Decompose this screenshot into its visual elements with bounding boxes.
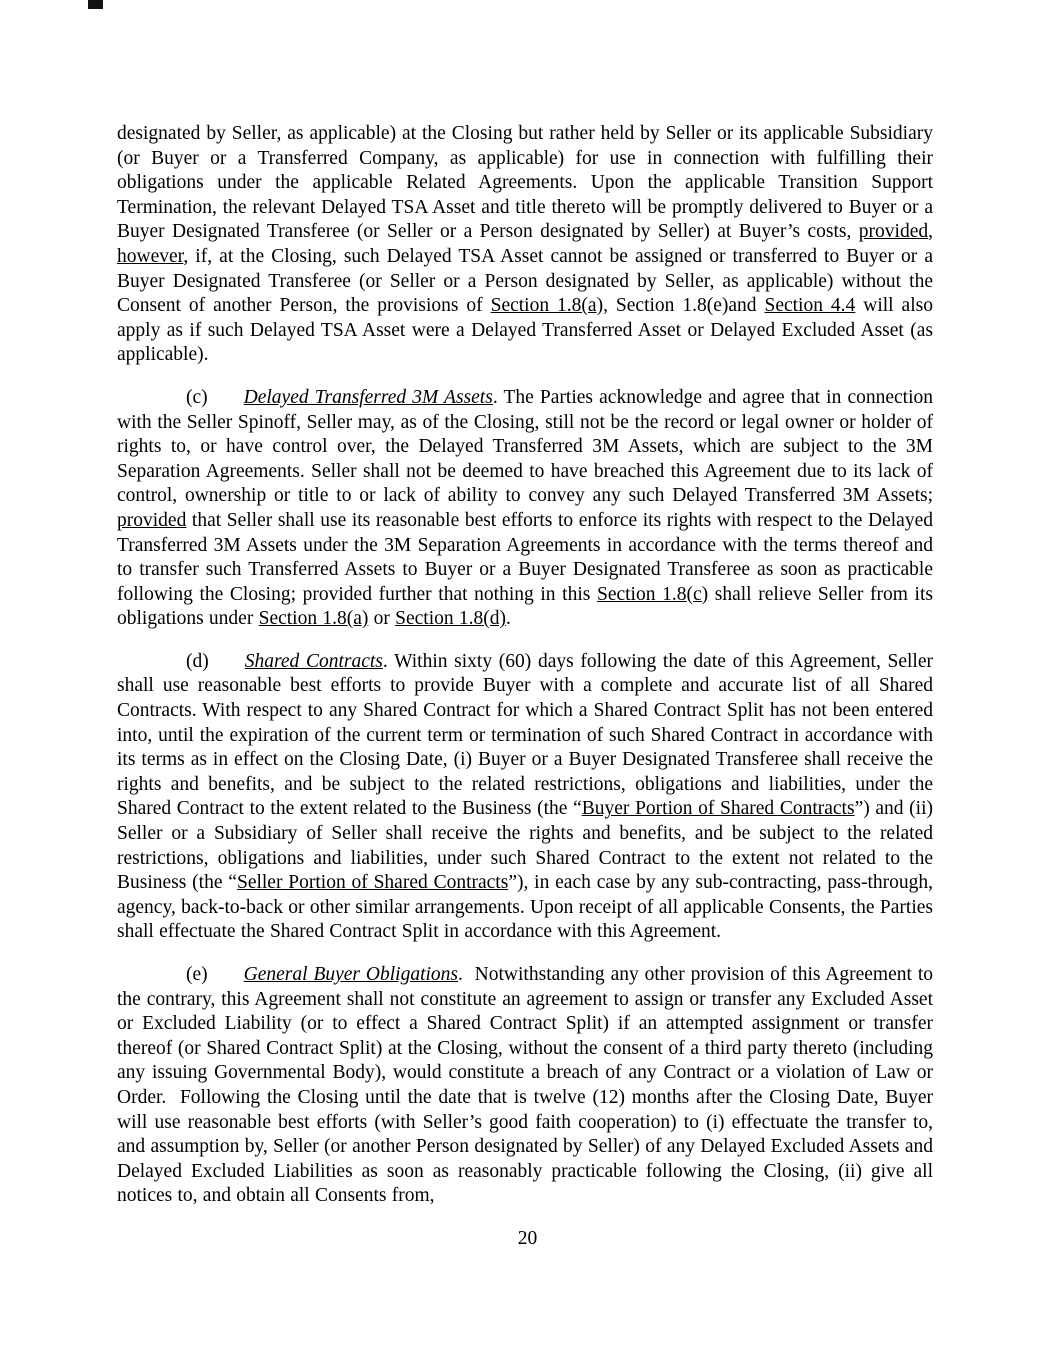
text-run: (d) [186,650,209,672]
emphasized-text-run: Section 4.4 [764,295,856,317]
text-run: . Within sixty (60) days following the date of this Agreement, Seller shall use reasonable best efforts to provide Buyer with a complete and accurate list of all Shared Contracts. With respect to any Shared Contract for which a Shared Contract Split has not been entered into, until the expiration of the current term or termination of such Shared Contract in accordance with its terms as in effect on the Closing Date, (i) Buyer or a Buyer Designated Transferee shall receive the rights and benefits, and be subject to the related restrictions, obligations and liabilities, under the Shared Contract to the extent related to the Business (the “ [117,650,933,820]
text-run: . Notwithstanding any other provision of this Agreement to the contrary, this Agreement shall not constitute an agreement to assign or transfer any Excluded Asset or Excluded Liability (or to effect a Shared Contract Split) if an attempted assignment or transfer thereof (or Shared Contract Split) at the Closing, without the consent of a third party thereto (including any issuing Governmental Body), would constitute a breach of any Contract or a violation of Law or Order. Following the Closing until the date that is twelve (12) months after the Closing Date, Buyer will use reasonable best efforts (with Seller’s good faith cooperation) to (i) effectuate the transfer to, and assumption by, Seller (or another Person designated by Seller) of any Delayed Excluded Assets and Delayed Excluded Liabilities as soon as reasonably practicable following the Closing, (ii) give all notices to, and obtain all Consents from, [117,964,933,1207]
page-number: 20 [517,1228,538,1249]
text-run: that Seller shall use its reasonable best efforts to enforce its rights with respect to the Delayed Transferred 3M Assets under the 3M Separation Agreements in accordance with the terms thereof and to transfer such Transferred Assets to Buyer or a Buyer Designated Transferee as soon as practicable following the Closing; provided further that nothing in this [117,509,933,605]
text-run: ”) and (ii) Seller or a Subsidiary of Seller shall receive the rights and benefits, and be subject to the related restrictions, obligations and liabilities, under such Shared Contract to the extent not related to the Business (the “ [117,798,933,894]
emphasized-text-run: Section 1.8(a), [490,295,608,317]
emphasized-text-run: Section 1.8(d) [395,608,507,630]
paragraph-d-shared-contracts [117,650,933,945]
page-body [117,122,933,1227]
emphasized-text-run: provided [858,221,929,243]
text-run: . The Parties acknowledge and agree that in connection with the Seller Spinoff, Seller may, as of the Closing, still not be the record or legal owner or holder of rights to, or have control over, the Delayed Transferred 3M Assets, which are subject to the 3M Separation Agreements. Seller shall not be deemed to have breached this Agreement due to its lack of control, ownership or title to or lack of ability to convey any such Delayed Transferred 3M Assets; [117,386,934,507]
emphasized-text-run: Buyer Portion of Shared Contracts [581,798,855,820]
emphasized-text-run: General Buyer Obligations [243,964,459,985]
paragraph-e-general-buyer-obligations [117,963,933,1209]
text-run: , [928,221,933,243]
paragraph-c-delayed-transferred-3m-assets [117,386,933,632]
scan-artifact-mark [88,0,103,9]
emphasized-text-run: Section 1.8(a) [258,608,369,630]
emphasized-text-run: Section 1.8(c) [596,583,709,605]
emphasized-text-run: Shared Contracts [244,650,383,672]
emphasized-text-run: however [117,245,184,267]
text-run: designated by Seller, as applicable) at the Closing but rather held by Seller or its applicable Subsidiary (or Buyer or a Transferred Company, as applicable) for use in connection with fulfilling their obligations under the applicable Related Agreements. Upon the applicable Transition Support Termination, the relevant Delayed TSA Asset and title thereto will be promptly delivered to Buyer or a Buyer Designated Transferee (or Seller or a Person designated by Seller) at Buyer’s costs, [117,123,933,243]
text-run: will also apply as if such Delayed TSA Asset were a Delayed Transferred Asset or Delayed Excluded Asset (as applicable). [117,295,933,366]
emphasized-text-run: Seller Portion of Shared Contracts [236,872,509,894]
text-run: or [368,608,396,630]
text-run: ”), in each case by any sub-contracting, pass-through, agency, back-to-back or other similar arrangements. Upon receipt of all applicable Consents, the Parties shall effectuate the Shared Contract Split in accordance with this Agreement. [117,872,933,943]
emphasized-text-run: provided [117,509,187,531]
text-run: , if, at the Closing, such Delayed TSA Asset cannot be assigned or transferred to Buyer or a Buyer Designated Transferee (or Seller or a Person designated by Seller, as applicable) without the Consent of another Person, the provisions of [117,245,933,317]
text-run: (e) [186,964,208,985]
paragraph-continuation [117,122,933,368]
text-run: . [506,608,511,630]
text-run: Section 1.8(e)and [607,295,765,317]
text-run: shall relieve Seller from its obligations under [117,583,933,630]
text-run: (c) [186,386,208,408]
emphasized-text-run: Delayed Transferred 3M Assets [243,386,493,408]
